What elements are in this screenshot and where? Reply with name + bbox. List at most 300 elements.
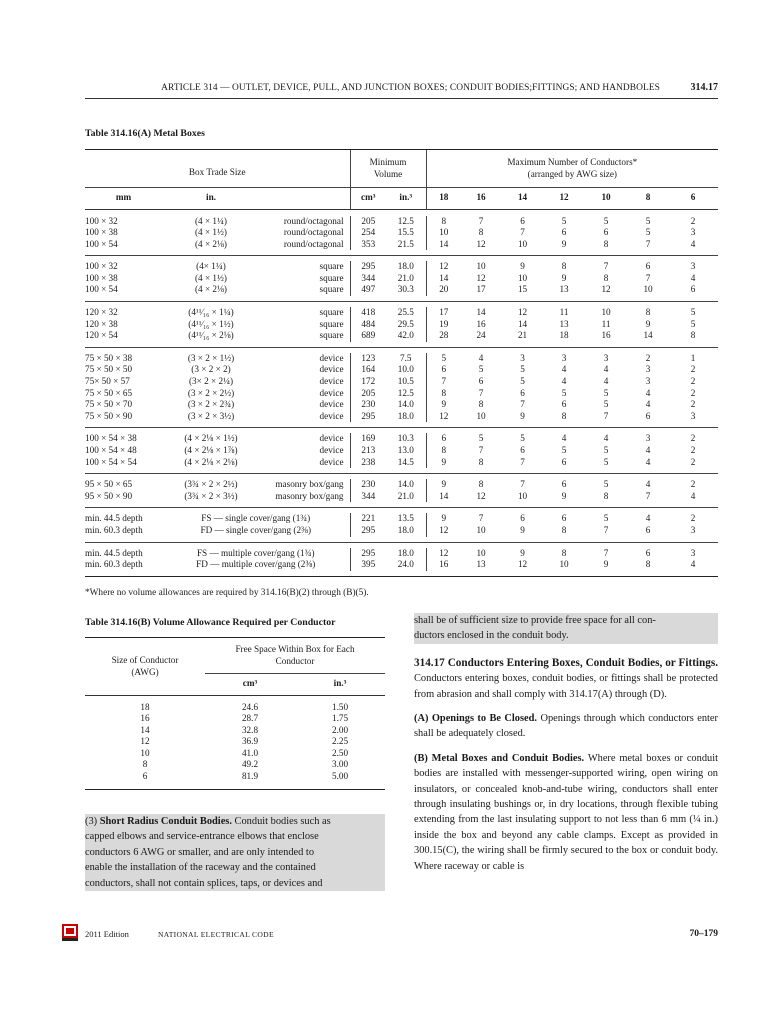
table-cell: 10 xyxy=(559,559,569,570)
table-cell: 344 xyxy=(350,491,386,503)
awg-header-cell: 16 xyxy=(476,192,486,203)
table-cell: 5 xyxy=(561,445,567,455)
table-cell: 18 xyxy=(559,330,569,341)
table-cell: 14 xyxy=(476,307,486,318)
table-cell: 10 xyxy=(517,272,528,283)
table-cell: device xyxy=(319,387,344,398)
table-cell: 12 xyxy=(426,525,461,537)
table-cell: (4 × 2⅛ × 1⅞) xyxy=(184,445,238,455)
table-cell: 18.0 xyxy=(397,261,414,272)
table-cell: device xyxy=(319,399,344,410)
table-cell: 24.6 xyxy=(241,701,259,712)
table-cell: 15 xyxy=(517,284,528,295)
table-cell: 20 xyxy=(426,284,461,296)
head-size-of-conductor: Size of Conductor (AWG) xyxy=(111,655,179,678)
table-cell: (4 × 2⅛) xyxy=(195,284,227,295)
para-line: conductors, shall not contain splices, taps, or devices and xyxy=(85,876,385,891)
running-header xyxy=(85,82,718,98)
table-cell: square xyxy=(319,318,344,329)
table-cell: 6 xyxy=(520,513,525,524)
table-cell: 5 xyxy=(603,513,609,524)
table-row xyxy=(85,411,718,423)
table-cell: 9 xyxy=(426,399,461,411)
table-cell: 8 xyxy=(561,524,567,535)
table-cell: 21.0 xyxy=(397,490,414,501)
table-cell: 14 xyxy=(426,491,461,503)
table-cell: 7.5 xyxy=(400,352,412,363)
head-b-cm3: cm³ xyxy=(242,678,258,689)
table-cell: 9 xyxy=(426,479,461,491)
table-cell: device xyxy=(319,456,344,467)
table-cell: (3 × 2 × 1½) xyxy=(187,352,235,363)
head-cm3: cm³ xyxy=(361,192,376,203)
continued-line: ductors enclosed in the conduit body. xyxy=(414,628,718,643)
table-cell: 120 × 38 xyxy=(85,318,118,329)
table-cell: 12 xyxy=(517,559,528,570)
table-cell: 18 xyxy=(140,701,150,712)
table-cell: (3 × 2 × 2) xyxy=(191,364,231,375)
table-cell: 5 xyxy=(603,215,609,226)
table-cell: round/octagonal xyxy=(283,227,344,238)
table-cell: 8 xyxy=(561,261,567,272)
table-a xyxy=(85,149,718,577)
table-cell: (4 × 1½) xyxy=(195,227,227,238)
table-cell: (4× 1¼) xyxy=(196,261,226,272)
table-cell: 8 xyxy=(690,330,696,341)
head-box-trade-size: Box Trade Size xyxy=(188,167,246,178)
table-cell: 10 xyxy=(476,547,486,558)
table-cell: 2 xyxy=(690,376,696,387)
table-cell: (4 × 1¼) xyxy=(195,215,227,226)
table-cell: 2 xyxy=(690,513,696,524)
table-cell: 12 xyxy=(426,548,461,560)
table-cell: 6 xyxy=(561,227,567,238)
table-cell: 29.5 xyxy=(397,318,414,329)
subsection-a-text: Openings through which conductors enter shall be adequately closed. xyxy=(414,713,718,740)
table-cell: 6 xyxy=(520,445,525,455)
table-cell: 3 xyxy=(561,352,567,363)
table-row xyxy=(85,457,718,469)
table-cell: 10.3 xyxy=(397,433,414,444)
table-row xyxy=(85,713,385,725)
table-cell: 10 xyxy=(140,747,150,758)
table-cell: 120 × 32 xyxy=(85,307,118,318)
table-cell: 5 xyxy=(478,433,484,444)
table-cell: 8 xyxy=(645,307,651,318)
edition: 2011 Edition xyxy=(85,929,129,939)
short-radius-title: Short Radius Conduit Bodies. xyxy=(99,816,232,827)
table-cell: 32.8 xyxy=(241,724,259,735)
table-cell: (4¹¹⁄₁₆ × 2⅛) xyxy=(188,330,234,341)
table-cell: 8 xyxy=(603,238,609,249)
table-cell: FS — multiple cover/gang (1¾) xyxy=(196,547,315,558)
table-cell: 10 xyxy=(601,307,611,318)
section-314-17 xyxy=(414,656,718,702)
table-cell: 14.5 xyxy=(397,456,414,467)
table-cell: 5 xyxy=(690,307,696,318)
table-cell: 75× 50 × 57 xyxy=(85,376,130,387)
table-cell: 4 xyxy=(603,433,609,444)
table-cell: device xyxy=(319,445,344,455)
table-cell: 2 xyxy=(690,364,696,375)
table-cell: 1.50 xyxy=(331,701,349,712)
table-row xyxy=(85,479,718,491)
table-cell: 16 xyxy=(426,559,461,571)
table-cell: 4 xyxy=(603,364,609,375)
table-cell: 8 xyxy=(478,399,484,410)
table-cell: 6 xyxy=(478,376,484,387)
table-cell: 8 xyxy=(426,388,461,400)
table-cell: 5 xyxy=(603,399,609,410)
table-cell: (3× 2 × 2¼) xyxy=(188,376,234,387)
table-cell: 1.75 xyxy=(331,713,349,724)
table-cell: 254 xyxy=(350,227,386,239)
table-cell: 17 xyxy=(476,284,486,295)
table-cell: 12 xyxy=(476,238,486,249)
table-cell: 3 xyxy=(645,376,651,387)
table-cell: round/octagonal xyxy=(283,238,344,249)
table-row xyxy=(85,239,718,251)
awg-header-cell: 18 xyxy=(426,187,461,209)
table-cell: 14 xyxy=(426,273,461,285)
awg-header-cell: 10 xyxy=(601,192,611,203)
table-cell: 9 xyxy=(520,524,525,535)
table-cell: 5 xyxy=(520,376,525,387)
table-cell: 10 xyxy=(517,238,528,249)
table-cell: 7 xyxy=(603,524,609,535)
table-cell: 100 × 38 xyxy=(85,227,118,238)
table-cell: 123 xyxy=(350,353,386,365)
table-cell: 8 xyxy=(645,559,651,570)
table-cell: 24.0 xyxy=(397,559,414,570)
subsection-b-title: (B) Metal Boxes and Conduit Bodies. xyxy=(414,752,585,764)
subsection-a-title: (A) Openings to Be Closed. xyxy=(414,713,538,725)
table-cell: 41.0 xyxy=(241,747,259,758)
table-cell: 12 xyxy=(426,411,461,423)
table-row xyxy=(85,771,385,783)
table-cell: 17 xyxy=(426,307,461,319)
table-cell: (4 × 2⅛) xyxy=(195,238,227,249)
table-cell: 4 xyxy=(690,490,696,501)
table-cell: 3 xyxy=(645,364,651,375)
table-cell: (4 × 1½) xyxy=(195,272,227,283)
table-cell: 100 × 54 × 38 xyxy=(85,433,137,444)
table-cell: (3 × 2 × 3½) xyxy=(187,410,235,421)
table-cell: 169 xyxy=(350,433,386,445)
table-cell: 5 xyxy=(603,456,609,467)
table-cell: 10.0 xyxy=(397,364,414,375)
table-cell: 5 xyxy=(561,387,567,398)
table-cell: 4 xyxy=(645,445,651,455)
table-cell: 28 xyxy=(426,330,461,342)
table-cell: 11 xyxy=(601,318,611,329)
table-cell: 6 xyxy=(520,387,525,398)
table-cell: 16 xyxy=(140,713,150,724)
table-b-caption: Table 314.16(B) Volume Allowance Required per Conductor xyxy=(85,617,336,628)
table-cell: 21.0 xyxy=(397,272,414,283)
table-cell: 5 xyxy=(561,215,567,226)
table-cell: 14 xyxy=(140,724,150,735)
table-cell: 6 xyxy=(645,524,651,535)
table-cell: 16 xyxy=(601,330,611,341)
table-cell: 9 xyxy=(561,238,567,249)
table-cell: 12 xyxy=(476,272,486,283)
table-cell: 12.5 xyxy=(397,215,414,226)
table-cell: (4¹¹⁄₁₆ × 1¼) xyxy=(188,307,234,318)
table-cell: 3 xyxy=(645,433,651,444)
table-cell: 8 xyxy=(561,547,567,558)
table-row xyxy=(85,445,718,457)
table-row xyxy=(85,702,385,714)
table-cell: 7 xyxy=(603,261,609,272)
table-cell: 3 xyxy=(690,227,696,238)
table-cell: 6 xyxy=(426,433,461,445)
awg-header-cell: 14 xyxy=(517,192,528,203)
head-in3: in.³ xyxy=(399,192,413,203)
table-cell: 6 xyxy=(561,399,567,410)
table-row xyxy=(85,330,718,342)
table-cell: 5 xyxy=(603,387,609,398)
table-cell: 19 xyxy=(426,319,461,331)
table-cell: 8 xyxy=(426,216,461,228)
table-cell: 484 xyxy=(350,319,386,331)
table-cell: 13.5 xyxy=(397,513,414,524)
table-cell: min. 60.3 depth xyxy=(85,524,143,535)
table-cell: 100 × 54 × 54 xyxy=(85,456,137,467)
table-cell: 75 × 50 × 50 xyxy=(85,364,133,375)
subsection-b xyxy=(414,751,718,874)
para-line: enable the installation of the raceway and the contained xyxy=(85,860,385,875)
table-cell: 8 xyxy=(478,456,484,467)
table-row xyxy=(85,261,718,273)
table-cell: 75 × 50 × 90 xyxy=(85,410,133,421)
table-cell: 5.00 xyxy=(331,771,349,782)
table-cell: 6 xyxy=(690,284,696,295)
table-cell: 295 xyxy=(350,411,386,423)
table-cell: (3¾ × 2 × 3½) xyxy=(184,490,238,501)
table-cell: 18.0 xyxy=(397,410,414,421)
table-cell: square xyxy=(319,284,344,295)
table-cell: 49.2 xyxy=(241,759,259,770)
table-cell: 10 xyxy=(643,284,653,295)
table-cell: 9 xyxy=(426,513,461,525)
table-cell: 13 xyxy=(476,559,486,570)
table-cell: 418 xyxy=(350,307,386,319)
table-cell: 100 × 32 xyxy=(85,261,118,272)
table-cell: 7 xyxy=(478,513,484,524)
table-cell: 689 xyxy=(350,330,386,342)
table-cell: 8 xyxy=(426,445,461,457)
table-cell: 221 xyxy=(350,513,386,525)
table-cell: 12 xyxy=(426,261,461,273)
table-row xyxy=(85,388,718,400)
table-cell: 7 xyxy=(645,238,651,249)
table-cell: 230 xyxy=(350,399,386,411)
table-cell: 10 xyxy=(517,490,528,501)
table-cell: 9 xyxy=(520,261,525,272)
table-cell: 7 xyxy=(603,410,609,421)
table-cell: (4 × 2⅛ × 2⅛) xyxy=(184,456,238,467)
head-free-space: Free Space Within Box for Each Conductor xyxy=(235,644,355,667)
table-cell: 205 xyxy=(350,388,386,400)
table-row xyxy=(85,307,718,319)
table-cell: square xyxy=(319,330,344,341)
table-cell: 5 xyxy=(426,353,461,365)
table-cell: 7 xyxy=(645,490,651,501)
table-cell: 2 xyxy=(690,433,696,444)
table-cell: 3 xyxy=(520,352,525,363)
table-cell: 14.0 xyxy=(397,479,414,490)
table-cell: 2 xyxy=(690,445,696,455)
table-row xyxy=(85,227,718,239)
table-cell: 9 xyxy=(426,457,461,469)
table-cell: 13.0 xyxy=(397,445,414,455)
table-cell: 238 xyxy=(350,457,386,469)
table-cell: (4¹¹⁄₁₆ × 1½) xyxy=(188,318,234,329)
table-row xyxy=(85,759,385,771)
table-cell: 9 xyxy=(561,272,567,283)
table-cell: masonry box/gang xyxy=(275,490,344,501)
para-line: capped elbows and service-entrance elbows that enclose xyxy=(85,829,385,844)
table-a-caption: Table 314.16(A) Metal Boxes xyxy=(85,128,205,139)
table-cell: 2 xyxy=(645,352,651,363)
table-cell: 6 xyxy=(645,547,651,558)
table-cell: 13 xyxy=(559,318,569,329)
table-cell: 75 × 50 × 38 xyxy=(85,352,133,363)
table-cell: 8 xyxy=(561,410,567,421)
table-cell: 344 xyxy=(350,273,386,285)
table-cell: 3 xyxy=(690,524,696,535)
table-cell: 7 xyxy=(520,456,525,467)
table-cell: 295 xyxy=(350,525,386,537)
table-a-footnote: *Where no volume allowances are required by 314.16(B)(2) through (B)(5). xyxy=(85,588,369,598)
item-number: (3) xyxy=(85,816,100,827)
table-cell: 9 xyxy=(645,318,651,329)
table-cell: 100 × 32 xyxy=(85,215,118,226)
table-row xyxy=(85,736,385,748)
table-cell: 8 xyxy=(603,490,609,501)
article-title: ARTICLE 314 — OUTLET, DEVICE, PULL, AND JUNCTION BOXES; CONDUIT BODIES;FITTINGS; AND HANDBOLES xyxy=(161,83,660,93)
table-cell: 100 × 54 xyxy=(85,238,118,249)
table-cell: 5 xyxy=(520,433,525,444)
table-cell: 13 xyxy=(559,284,569,295)
table-cell: 395 xyxy=(350,559,386,571)
awg-header-cell: 12 xyxy=(559,192,569,203)
table-cell: 2.50 xyxy=(331,747,349,758)
table-cell: 3 xyxy=(690,261,696,272)
table-cell: min. 44.5 depth xyxy=(85,513,143,524)
table-cell: 2 xyxy=(690,387,696,398)
table-b xyxy=(85,637,385,790)
table-cell: 4 xyxy=(690,238,696,249)
table-cell: 12 xyxy=(517,307,528,318)
table-cell: 9 xyxy=(561,490,567,501)
table-cell: device xyxy=(319,352,344,363)
table-cell: 8 xyxy=(603,272,609,283)
table-cell: 100 × 54 × 48 xyxy=(85,445,137,455)
table-cell: 295 xyxy=(350,261,386,273)
table-cell: 9 xyxy=(520,547,525,558)
table-cell: 6 xyxy=(561,479,567,490)
table-cell: 10 xyxy=(476,261,486,272)
table-cell: 5 xyxy=(645,227,651,238)
table-row xyxy=(85,725,385,737)
section-314-17-text: Conductors entering boxes, conduit bodies, or fittings shall be protected from abrasion and shall comply with 314.17(A) through (D). xyxy=(414,673,718,700)
table-cell: square xyxy=(319,307,344,318)
table-cell: square xyxy=(319,272,344,283)
table-row xyxy=(85,216,718,228)
table-cell: 497 xyxy=(350,284,386,296)
table-cell: min. 60.3 depth xyxy=(85,559,143,570)
head-in: in. xyxy=(206,192,216,203)
table-cell: 6 xyxy=(142,771,148,782)
table-cell: 12 xyxy=(476,490,486,501)
table-cell: 4 xyxy=(561,376,567,387)
table-cell: 14 xyxy=(426,239,461,251)
table-cell: 36.9 xyxy=(241,736,259,747)
table-row xyxy=(85,284,718,296)
section-number: 314.17 xyxy=(690,82,718,93)
table-cell: 18.0 xyxy=(397,524,414,535)
table-cell: 4 xyxy=(645,513,651,524)
table-cell: 4 xyxy=(603,376,609,387)
table-row xyxy=(85,273,718,285)
table-row xyxy=(85,433,718,445)
table-cell: 213 xyxy=(350,445,386,457)
table-row xyxy=(85,491,718,503)
table-cell: 12 xyxy=(140,736,150,747)
table-cell: 8 xyxy=(142,759,148,770)
table-cell: 4 xyxy=(645,387,651,398)
table-cell: 2 xyxy=(690,399,696,410)
table-cell: device xyxy=(319,376,344,387)
para-line: conductors 6 AWG or smaller, and are only intended to xyxy=(85,845,385,860)
table-cell: 10 xyxy=(476,524,486,535)
short-radius-paragraph xyxy=(85,814,385,891)
table-cell: min. 44.5 depth xyxy=(85,547,143,558)
table-cell: 7 xyxy=(426,376,461,388)
table-cell: 3.00 xyxy=(331,759,349,770)
right-column xyxy=(414,613,718,874)
head-minimum-volume: Minimum Volume xyxy=(369,157,407,180)
table-cell: 5 xyxy=(603,479,609,490)
table-cell: 12 xyxy=(601,284,611,295)
table-cell: 7 xyxy=(478,445,484,455)
table-cell: 42.0 xyxy=(397,330,414,341)
table-row xyxy=(85,364,718,376)
table-cell: 6 xyxy=(645,410,651,421)
table-cell: 5 xyxy=(520,364,525,375)
table-cell: 11 xyxy=(559,307,569,318)
table-cell: 7 xyxy=(603,547,609,558)
table-cell: 6 xyxy=(645,261,651,272)
table-row xyxy=(85,376,718,388)
table-cell: 10 xyxy=(476,410,486,421)
table-cell: 95 × 50 × 65 xyxy=(85,479,133,490)
table-cell: device xyxy=(319,410,344,421)
table-cell: 4 xyxy=(690,559,696,570)
table-cell: 2.25 xyxy=(331,736,349,747)
table-cell: 6 xyxy=(561,513,567,524)
table-cell: 1 xyxy=(690,352,696,363)
table-cell: 14 xyxy=(643,330,653,341)
table-cell: 5 xyxy=(645,215,651,226)
table-cell: 21 xyxy=(517,330,528,341)
awg-header-cell: 8 xyxy=(645,192,651,203)
table-cell: 15.5 xyxy=(397,227,414,238)
table-cell: 4 xyxy=(645,479,651,490)
nfpa-logo xyxy=(62,924,78,944)
